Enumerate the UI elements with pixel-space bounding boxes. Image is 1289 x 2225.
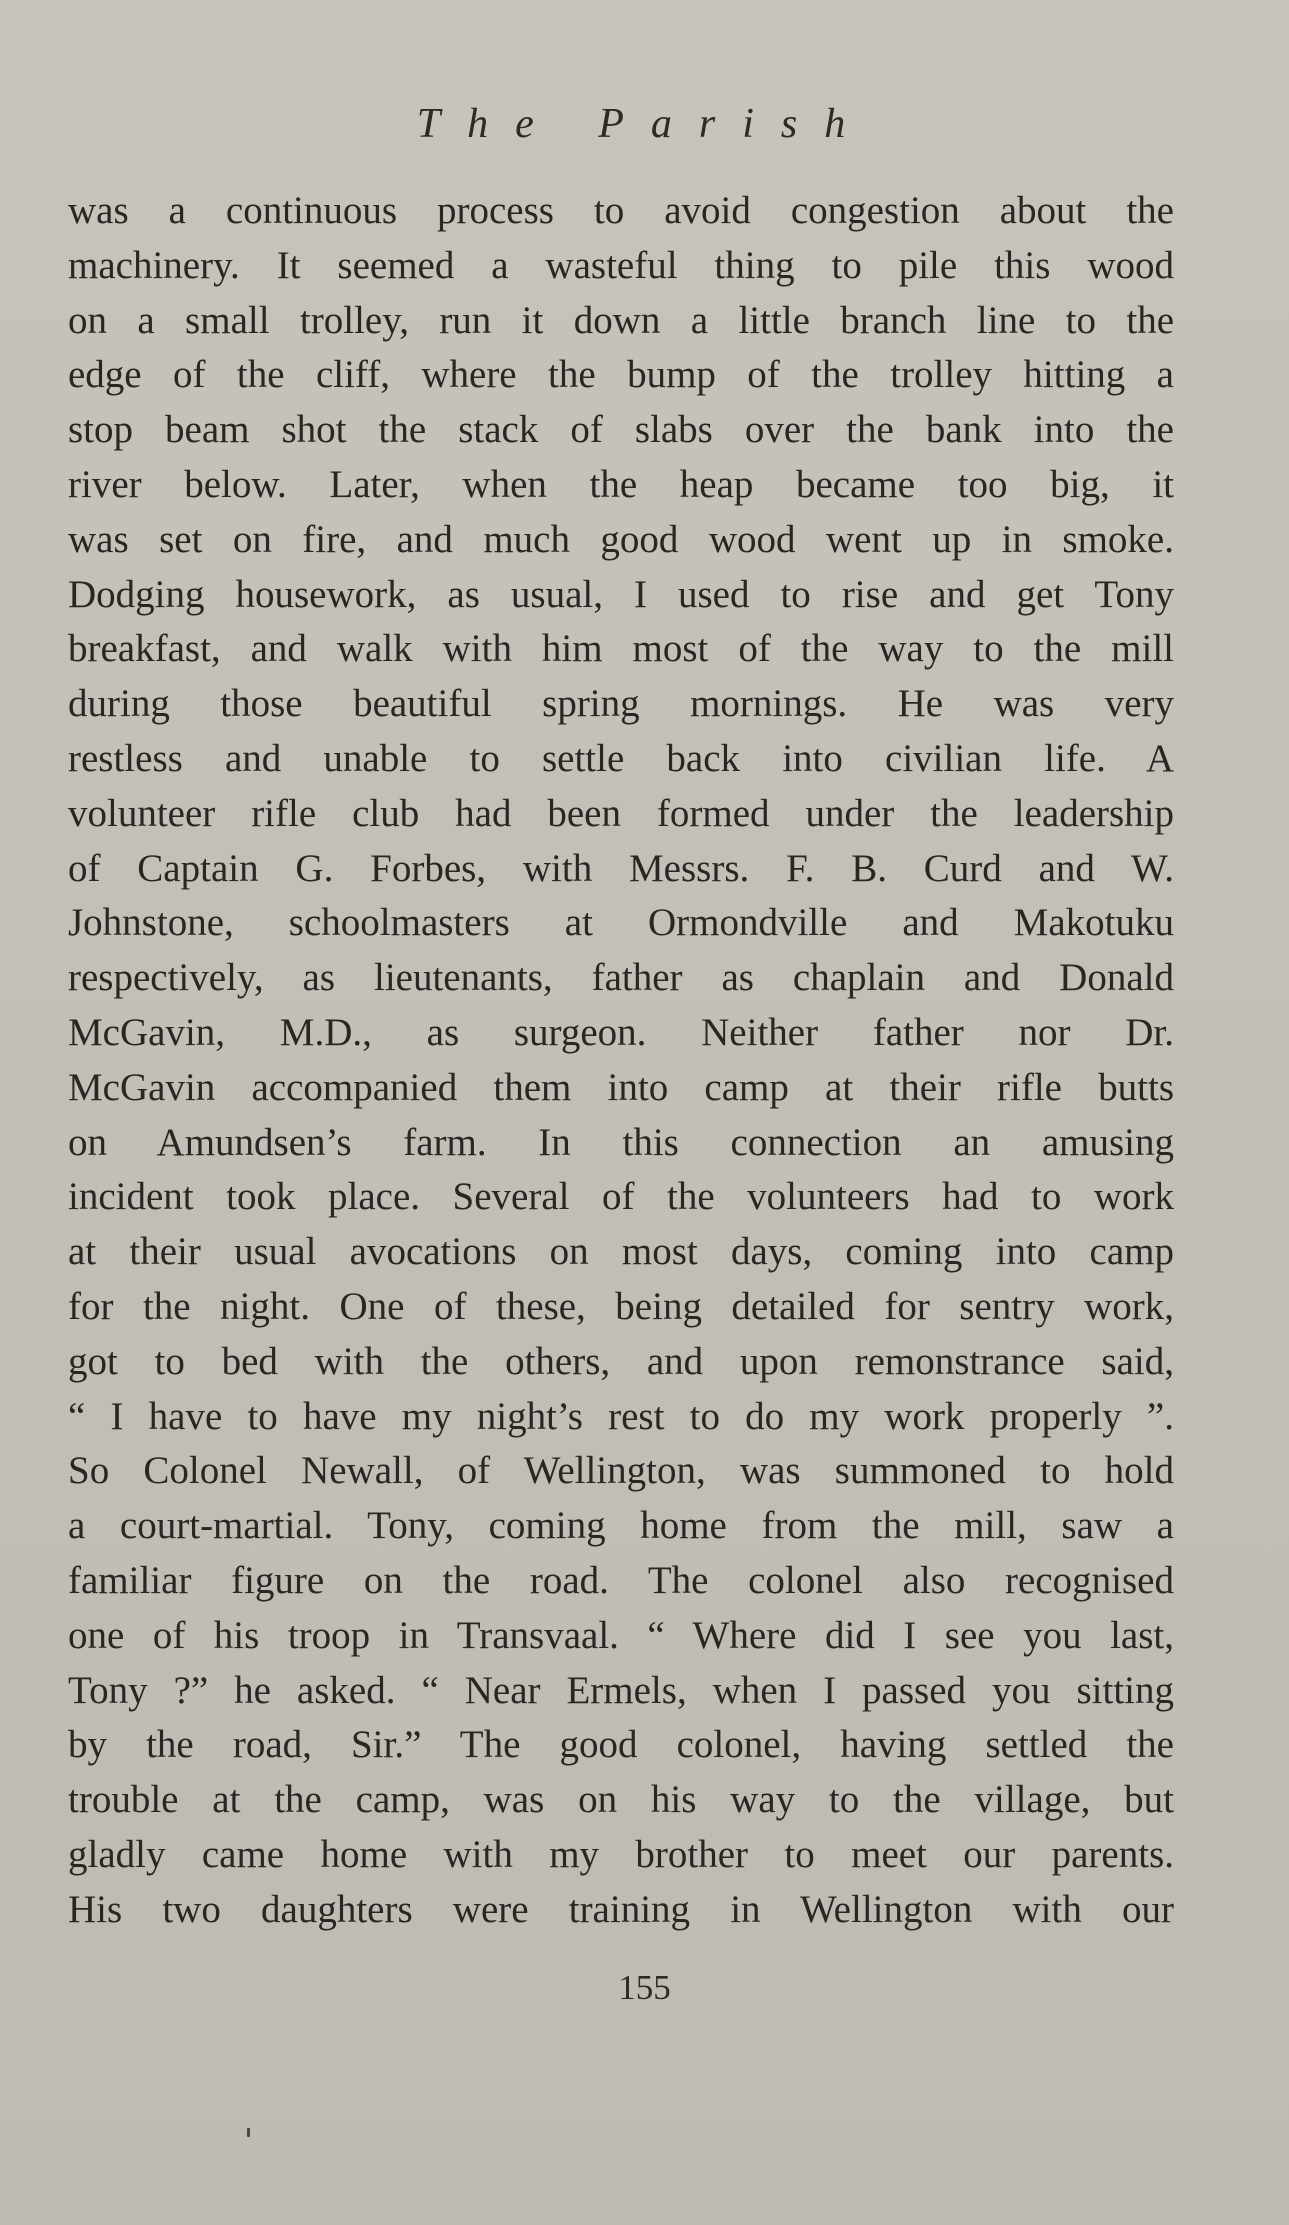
text-line: Dodging housework, as usual, I used to rise and get Tony [68,572,1174,616]
text-line: His two daughters were training in Wellington with our [68,1887,1174,1931]
text-line: by the road, Sir.” The good colonel, having settled the [68,1723,1174,1767]
text-line: stop beam shot the stack of slabs over the bank into the [68,408,1174,452]
text-line: edge of the cliff, where the bump of the trolley hitting a [68,353,1174,397]
text-line: “ I have to have my night’s rest to do my work properly ”. [68,1394,1174,1438]
text-line: So Colonel Newall, of Wellington, was summoned to hold [68,1449,1174,1493]
text-line: breakfast, and walk with him most of the way to the mill [68,627,1174,671]
text-line: during those beautiful spring mornings. He was very [68,682,1174,726]
text-line: got to bed with the others, and upon remonstrance said, [68,1339,1174,1383]
text-line: at their usual avocations on most days, coming into camp [68,1230,1174,1274]
text-line: machinery. It seemed a wasteful thing to pile this wood [68,243,1174,287]
page-number: 155 [618,1968,671,2007]
text-line: gladly came home with my brother to meet our parents. [68,1832,1174,1876]
text-line: McGavin accompanied them into camp at their rifle butts [68,1065,1174,1109]
text-line: familiar figure on the road. The colonel also recognised [68,1558,1174,1602]
text-line: restless and unable to settle back into civilian life. A [68,736,1174,780]
text-line: trouble at the camp, was on his way to the village, but [68,1778,1174,1822]
running-head [0,100,1289,148]
text-line: McGavin, M.D., as surgeon. Neither father nor Dr. [68,1010,1174,1054]
text-line: on Amundsen’s farm. In this connection an amusing [68,1120,1174,1164]
text-line: a court-martial. Tony, coming home from the mill, saw a [68,1504,1174,1548]
text-line: Johnstone, schoolmasters at Ormondville and Makotuku [68,901,1174,945]
text-line: incident took place. Several of the volunteers had to work [68,1175,1174,1219]
text-line: river below. Later, when the heap became too big, it [68,462,1174,506]
text-line: on a small trolley, run it down a little branch line to the [68,298,1174,342]
running-head-text: The Parish [416,101,873,147]
text-line: respectively, as lieutenants, father as chaplain and Donald [68,956,1174,1000]
text-line: one of his troop in Transvaal. “ Where did I see you last, [68,1613,1174,1657]
text-line: was a continuous process to avoid congestion about the [68,189,1174,232]
body-text [68,184,1174,1938]
paper-speck [247,2128,250,2137]
text-line: for the night. One of these, being detailed for sentry work, [68,1284,1174,1328]
text-line: volunteer rifle club had been formed under the leadership [68,791,1174,835]
text-line: was set on fire, and much good wood went up in smoke. [68,517,1174,561]
text-line: of Captain G. Forbes, with Messrs. F. B. Curd and W. [68,846,1174,890]
text-line: Tony ?” he asked. “ Near Ermels, when I passed you sitting [68,1668,1174,1712]
